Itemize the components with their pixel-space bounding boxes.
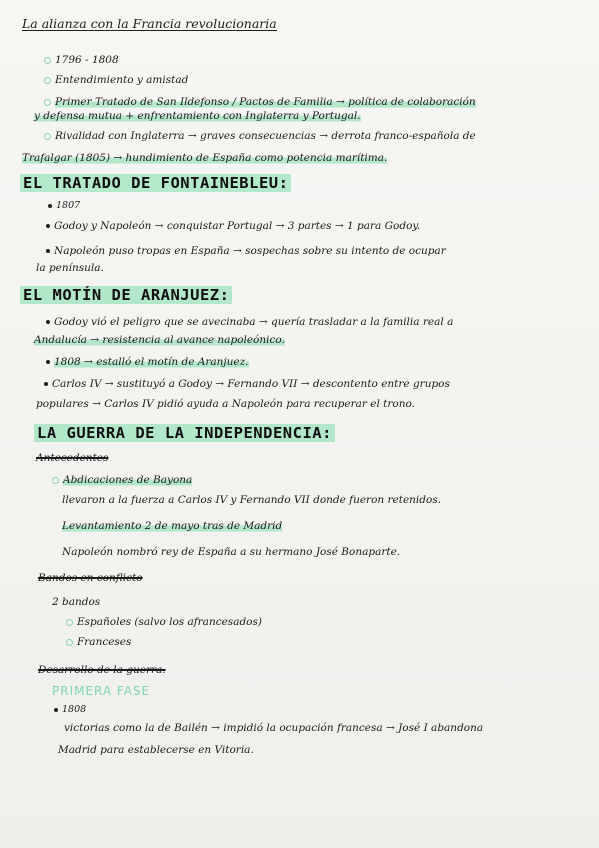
list-item: 1808 → estalló el motín de Aranjuez. bbox=[46, 356, 249, 368]
list-item: populares → Carlos IV pidió ayuda a Napoleón para recuperar el trono. bbox=[36, 398, 415, 410]
bullet-icon bbox=[44, 99, 51, 106]
bullet-icon bbox=[52, 477, 59, 484]
list-item: Godoy vió el peligro que se avecinaba → quería trasladar a la familia real a bbox=[46, 316, 453, 328]
phase-label: PRIMERA FASE bbox=[52, 684, 151, 698]
bandos-subtitle: 2 bandos bbox=[52, 596, 101, 608]
subheading-desarrollo: Desarrollo de la guerra. bbox=[38, 664, 166, 676]
list-item: Trafalgar (1805) → hundimiento de España como potencia marítima. bbox=[22, 152, 388, 164]
bullet-icon bbox=[44, 57, 51, 64]
list-item: victorias como la de Bailén → impidió la ocupación francesa → José I abandona bbox=[64, 722, 484, 734]
bullet-icon bbox=[48, 204, 52, 208]
bullet-icon bbox=[44, 77, 51, 84]
section-heading-guerra: LA GUERRA DE LA INDEPENDENCIA: bbox=[34, 424, 335, 442]
bullet-icon bbox=[66, 619, 73, 626]
list-item: Franceses bbox=[66, 636, 131, 648]
bullet-icon bbox=[44, 133, 51, 140]
list-item: Carlos IV → sustituyó a Godoy → Fernando VII → descontento entre grupos bbox=[44, 378, 450, 390]
list-item: 1808 bbox=[54, 704, 86, 716]
list-item: Levantamiento 2 de mayo tras de Madrid bbox=[62, 520, 283, 532]
list-item: llevaron a la fuerza a Carlos IV y Fernando VII donde fueron retenidos. bbox=[62, 494, 442, 506]
bullet-icon bbox=[46, 249, 50, 253]
bullet-icon bbox=[44, 382, 48, 386]
list-item: Rivalidad con Inglaterra → graves consecuencias → derrota franco-española de bbox=[44, 130, 476, 142]
list-item: y defensa mutua + enfrentamiento con Inglaterra y Portugal. bbox=[34, 110, 361, 122]
list-item: 1807 bbox=[48, 200, 80, 212]
list-item: Napoleón puso tropas en España → sospechas sobre su intento de ocupar bbox=[46, 245, 446, 257]
list-item: Andalucía → resistencia al avance napoleónico. bbox=[34, 334, 285, 346]
list-item: la península. bbox=[36, 262, 104, 274]
list-item: Napoleón nombró rey de España a su hermano José Bonaparte. bbox=[62, 546, 401, 558]
page-title: La alianza con la Francia revolucionaria bbox=[22, 16, 277, 31]
section-heading-aranjuez: EL MOTÍN DE ARANJUEZ: bbox=[20, 286, 232, 304]
list-item: Entendimiento y amistad bbox=[44, 74, 188, 86]
bullet-icon bbox=[46, 224, 50, 228]
list-item: Madrid para establecerse en Vitoria. bbox=[58, 744, 254, 756]
list-item: Primer Tratado de San Ildefonso / Pactos de Familia → política de colaboración bbox=[44, 96, 476, 108]
subheading-antecedentes: Antecedentes bbox=[36, 452, 109, 464]
list-item: 1796 - 1808 bbox=[44, 54, 119, 66]
list-item: Godoy y Napoleón → conquistar Portugal → 3 partes → 1 para Godoy. bbox=[46, 220, 420, 232]
bullet-icon bbox=[54, 708, 58, 712]
bullet-icon bbox=[46, 320, 50, 324]
list-item: Abdicaciones de Bayona bbox=[52, 474, 192, 486]
bullet-icon bbox=[66, 639, 73, 646]
subheading-bandos: Bandos en conflicto bbox=[38, 572, 143, 584]
section-heading-fontainebleau: EL TRATADO DE FONTAINEBLEU: bbox=[20, 174, 291, 192]
list-item: Españoles (salvo los afrancesados) bbox=[66, 616, 262, 628]
bullet-icon bbox=[46, 360, 50, 364]
